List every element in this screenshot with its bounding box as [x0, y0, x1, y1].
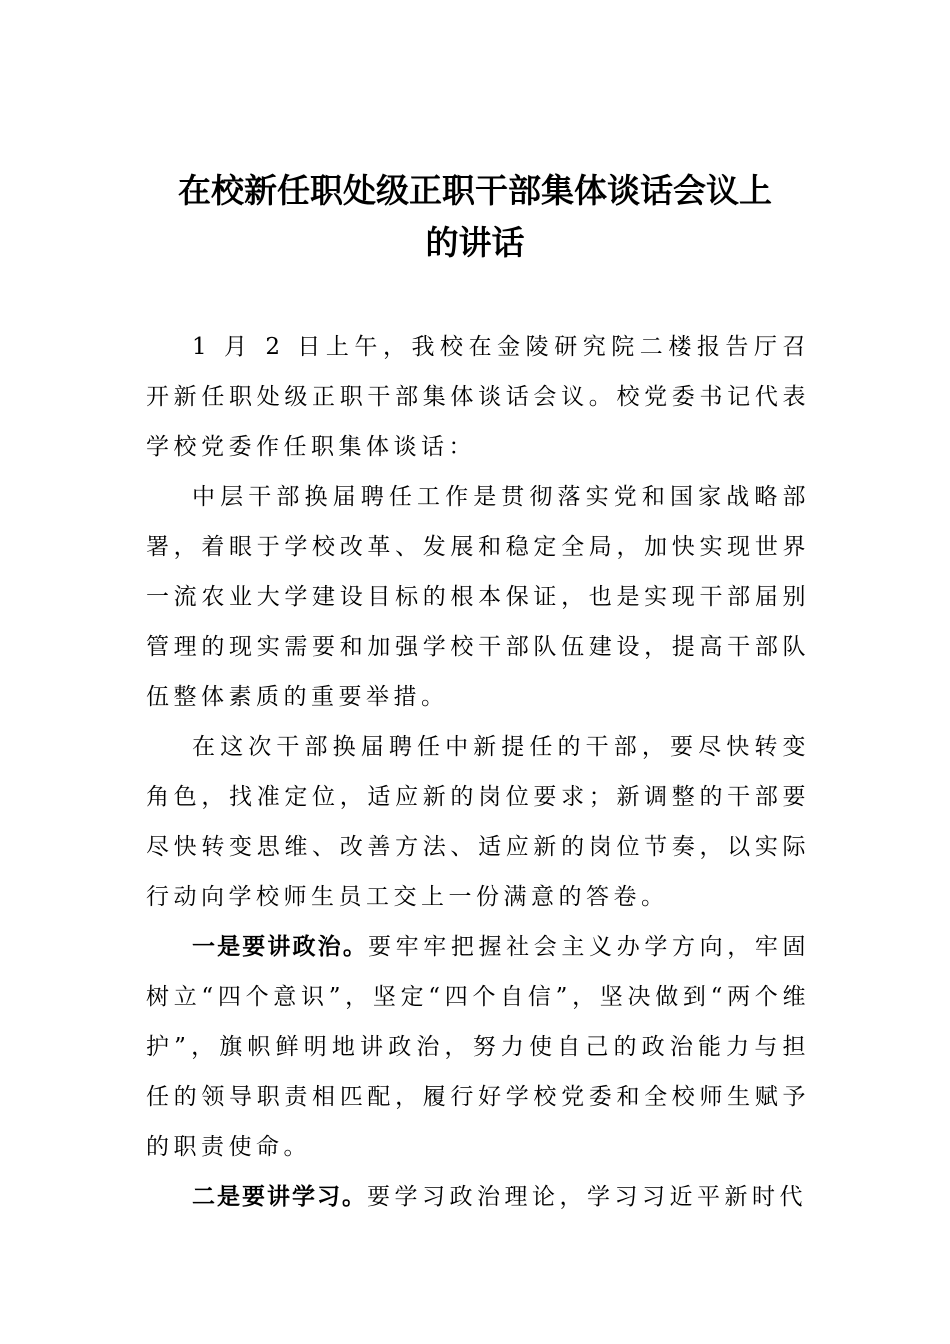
point-2-lead: 二是要讲学习。: [192, 1184, 367, 1210]
paragraph-point-1: [146, 922, 810, 1172]
point-1-lead: 一是要讲政治。: [192, 934, 368, 960]
title-line-1: 在校新任职处级正职干部集体谈话会议上: [178, 171, 772, 210]
point-2-text: 要学习政治理论，学习习近平新时代: [367, 1184, 807, 1210]
paragraph-intro: 1 月 2 日上午，我校在金陵研究院二楼报告厅召开新任职处级正职干部集体谈话会议。校党委书记代表学校党委作任职集体谈话：: [146, 334, 810, 460]
paragraph-background: 中层干部换届聘任工作是贯彻落实党和国家战略部署，着眼于学校改革、发展和稳定全局，加快实现世界一流农业大学建设目标的根本保证，也是实现干部届别管理的现实需要和加强学校干部队伍建设，提高干部队伍整体素质的重要举措。: [146, 484, 810, 710]
paragraph-requirements: 在这次干部换届聘任中新提任的干部，要尽快转变角色，找准定位，适应新的岗位要求；新调整的干部要尽快转变思维、改善方法、适应新的岗位节奏，以实际行动向学校师生员工交上一份满意的答卷。: [146, 734, 810, 910]
title-line-2: 的讲话: [425, 223, 525, 262]
paragraph-point-2: [146, 1172, 810, 1222]
document-body: [146, 322, 810, 1222]
point-1-text: 要牢牢把握社会主义办学方向，牢固树立“四个意识”，坚定“四个自信”，坚决做到“两个维护”，旗帜鲜明地讲政治，努力使自己的政治能力与担任的领导职责相匹配，履行好学校党委和全校师生赋予的职责使命。: [146, 934, 811, 1160]
document-title: [120, 165, 830, 269]
